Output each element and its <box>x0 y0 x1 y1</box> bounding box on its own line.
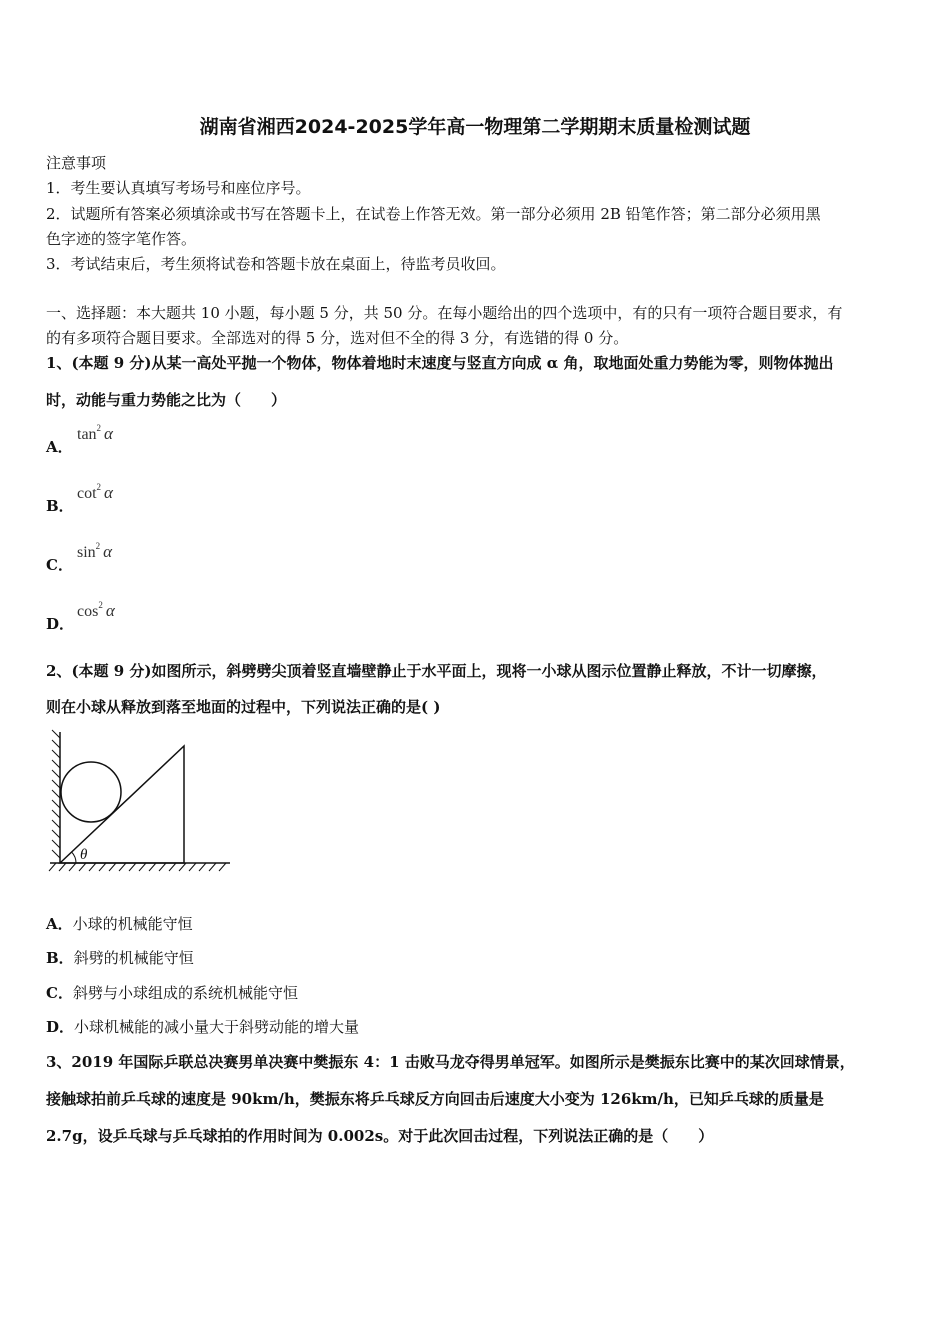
q1-option-d-letter: D． <box>46 615 75 633</box>
formula-func: cos <box>77 603 99 620</box>
formula-var: α <box>103 542 113 561</box>
formula-exp: 2 <box>98 599 103 610</box>
wedge-ball-figure <box>46 728 236 882</box>
option-text: 小球机械能的减小量大于斜劈动能的增大量 <box>74 1018 360 1036</box>
formula-var: α <box>104 424 113 443</box>
question-text: 从某一高处平抛一个物体，物体着地时末速度与竖直方向成 α 角，取地面处重力势能为零，则物体抛出 <box>151 354 834 372</box>
option-letter: D． <box>46 1018 75 1036</box>
question-number: 2、 <box>46 662 72 680</box>
notice-item: 1．考生要认真填写考场号和座位序号。 <box>46 179 311 197</box>
theta-label: θ <box>80 847 88 863</box>
question-3-stem-cont: 接触球拍前乒乓球的速度是 90km/h，樊振东将乒乓球反方向回击后速度大小变为 126km/h，已知乒乓球的质量是 <box>46 1090 824 1108</box>
q1-option-c-formula <box>77 542 112 562</box>
angle-arc <box>72 852 76 863</box>
section-intro: 的有多项符合题目要求。全部选对的得 5 分，选对但不全的得 3 分，有选错的得 0 分。 <box>46 329 629 347</box>
formula-func: sin <box>77 544 96 561</box>
question-text: 如图所示，斜劈劈尖顶着竖直墙壁静止于水平面上，现将一小球从图示位置静止释放，不计一切摩擦， <box>151 662 827 680</box>
question-2-stem <box>46 660 827 681</box>
formula-func: tan <box>77 426 97 443</box>
question-2-stem-cont: 则在小球从释放到落至地面的过程中，下列说法正确的是( ) <box>46 698 441 716</box>
question-3-stem-cont: 2.7g，设乒乓球与乒乓球拍的作用时间为 0.002s。对于此次回击过程，下列说法正确的是（ ） <box>46 1127 714 1145</box>
q1-option-d-formula <box>77 601 115 621</box>
question-1-stem-cont: 时，动能与重力势能之比为（ ） <box>46 391 287 409</box>
q1-option-a-formula <box>77 424 113 444</box>
q1-option-b-letter: B． <box>46 497 74 515</box>
wall-hatching <box>52 730 60 858</box>
formula-exp: 2 <box>95 540 101 551</box>
formula-var: α <box>105 601 115 620</box>
question-tag: (本题 9 分) <box>71 354 152 372</box>
option-letter: B． <box>46 949 74 967</box>
q1-option-b-formula <box>77 483 113 503</box>
notice-item: 色字迹的签字笔作答。 <box>46 230 197 248</box>
question-number: 1、 <box>46 354 72 372</box>
page-title: 湖南省湘西2024-2025学年高一物理第二学期期末质量检测试题 <box>199 116 751 138</box>
notice-heading: 注意事项 <box>46 154 107 172</box>
option-text: 小球的机械能守恒 <box>72 915 193 933</box>
option-text: 斜劈与小球组成的系统机械能守恒 <box>72 984 298 1002</box>
question-tag: (本题 9 分) <box>71 662 152 680</box>
ball-circle <box>61 762 121 822</box>
question-3-stem: 3、2019 年国际乒联总决赛男单决赛中樊振东 4：1 击败马龙夺得男单冠军。如图所示是樊振东比赛中的某次回球情景， <box>46 1053 855 1071</box>
formula-func: cot <box>77 485 97 502</box>
option-text: 斜劈的机械能守恒 <box>73 949 194 967</box>
option-letter: C． <box>46 984 73 1002</box>
floor-hatching <box>49 863 226 871</box>
formula-var: α <box>104 483 113 502</box>
option-letter: A． <box>46 915 73 933</box>
section-intro: 一、选择题：本大题共 10 小题，每小题 5 分，共 50 分。在每小题给出的四个选项中，有的只有一项符合题目要求，有 <box>46 304 843 322</box>
q2-option-b <box>46 947 194 968</box>
q1-option-c-letter: C． <box>46 556 73 574</box>
wedge-shape <box>60 746 184 863</box>
question-1-stem <box>46 352 834 373</box>
formula-exp: 2 <box>96 422 102 433</box>
q2-option-a <box>46 913 193 934</box>
notice-item: 3．考试结束后，考生须将试卷和答题卡放在桌面上，待监考员收回。 <box>46 255 506 273</box>
q1-option-a-letter: A． <box>46 438 73 456</box>
q2-option-d <box>46 1016 359 1037</box>
q2-option-c <box>46 982 298 1003</box>
formula-exp: 2 <box>96 481 102 492</box>
notice-item: 2．试题所有答案必须填涂或书写在答题卡上，在试卷上作答无效。第一部分必须用 2B 铅笔作答；第二部分必须用黑 <box>46 205 821 223</box>
